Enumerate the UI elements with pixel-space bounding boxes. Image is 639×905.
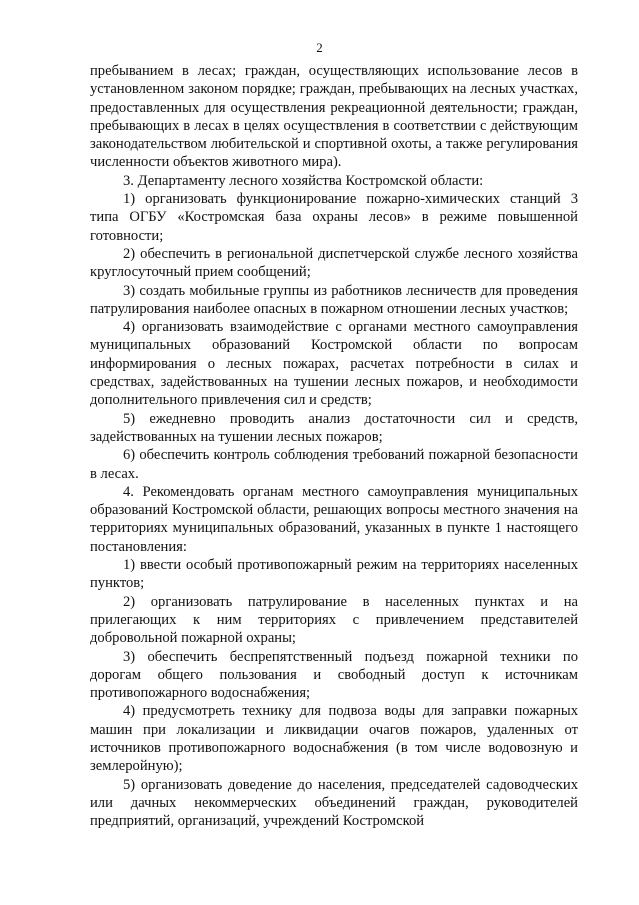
paragraph-4-1: 1) ввести особый противопожарный режим на территориях населенных пунктов; (90, 557, 578, 592)
paragraph-4-2: 2) организовать патрулирование в населенных пунктах и на прилегающих к ним территориях с привлечением представителей добровольной пожарной охраны; (90, 593, 578, 647)
paragraph-3-5: 5) ежедневно проводить анализ достаточности сил и средств, задействованных на тушении лесных пожаров; (90, 410, 578, 445)
paragraph-3-2: 2) обеспечить в региональной диспетчерской службе лесного хозяйства круглосуточный прием сообщений; (90, 245, 578, 281)
paragraph-4-3: 3) обеспечить беспрепятственный подъезд пожарной техники по дорогам общего пользования и свободный доступ к источникам противопожарного водоснабжения; (90, 648, 578, 702)
paragraph-section-3-heading: 3. Департаменту лесного хозяйства Костромской области: (123, 172, 484, 189)
paragraph-section-4-heading: 4. Рекомендовать органам местного самоуправления муниципальных образований Костромской области, решающих вопросы местного значения на территориях муниципальных образований, указанных в пункте 1 настоящего постановления: (90, 483, 578, 555)
paragraph-3-3: 3) создать мобильные группы из работников лесничеств для проведения патрулирования наиболее опасных в пожарном отношении лесных участков; (90, 282, 578, 317)
paragraph-3-4: 4) организовать взаимодействие с органами местного самоуправления муниципальных образований Костромской области по вопросам информирования о лесных пожарах, расчетах потребности в силах и средствах, задействованных на тушении лесных пожаров, и необходимости дополнительного привлечения сил и средств; (90, 319, 578, 409)
paragraph-3-6: 6) обеспечить контроль соблюдения требований пожарной безопасности в лесах. (90, 447, 578, 482)
paragraph-4-4: 4) предусмотреть технику для подвоза воды для заправки пожарных машин при локализации и ликвидации очагов пожаров, удаленных от источников противопожарного водоснабжения (в том числе водовозную и землеройную); (90, 703, 578, 775)
paragraph-3-1: 1) организовать функционирование пожарно-химических станций 3 типа ОГБУ «Костромская база охраны лесов» в режиме повышенной готовности; (90, 191, 578, 244)
paragraph-4-5: 5) организовать доведение до населения, председателей садоводческих или дачных некоммерческих объединений граждан, руководителей предприятий, организаций, учреждений Костромской (90, 776, 578, 830)
page-number: 2 (316, 40, 323, 55)
paragraph-continuation: пребыванием в лесах; граждан, осуществляющих использование лесов в установленном законом порядке; граждан, пребывающих на лесных участках, предоставленных для осуществления рекреационной деятельности; граждан, пребывающих в лесах в целях осуществления в соответствии с действующим законодательством любительской и спортивной охоты, а также регулирования численности объектов животного мира). (90, 63, 578, 171)
document-body (90, 62, 578, 830)
